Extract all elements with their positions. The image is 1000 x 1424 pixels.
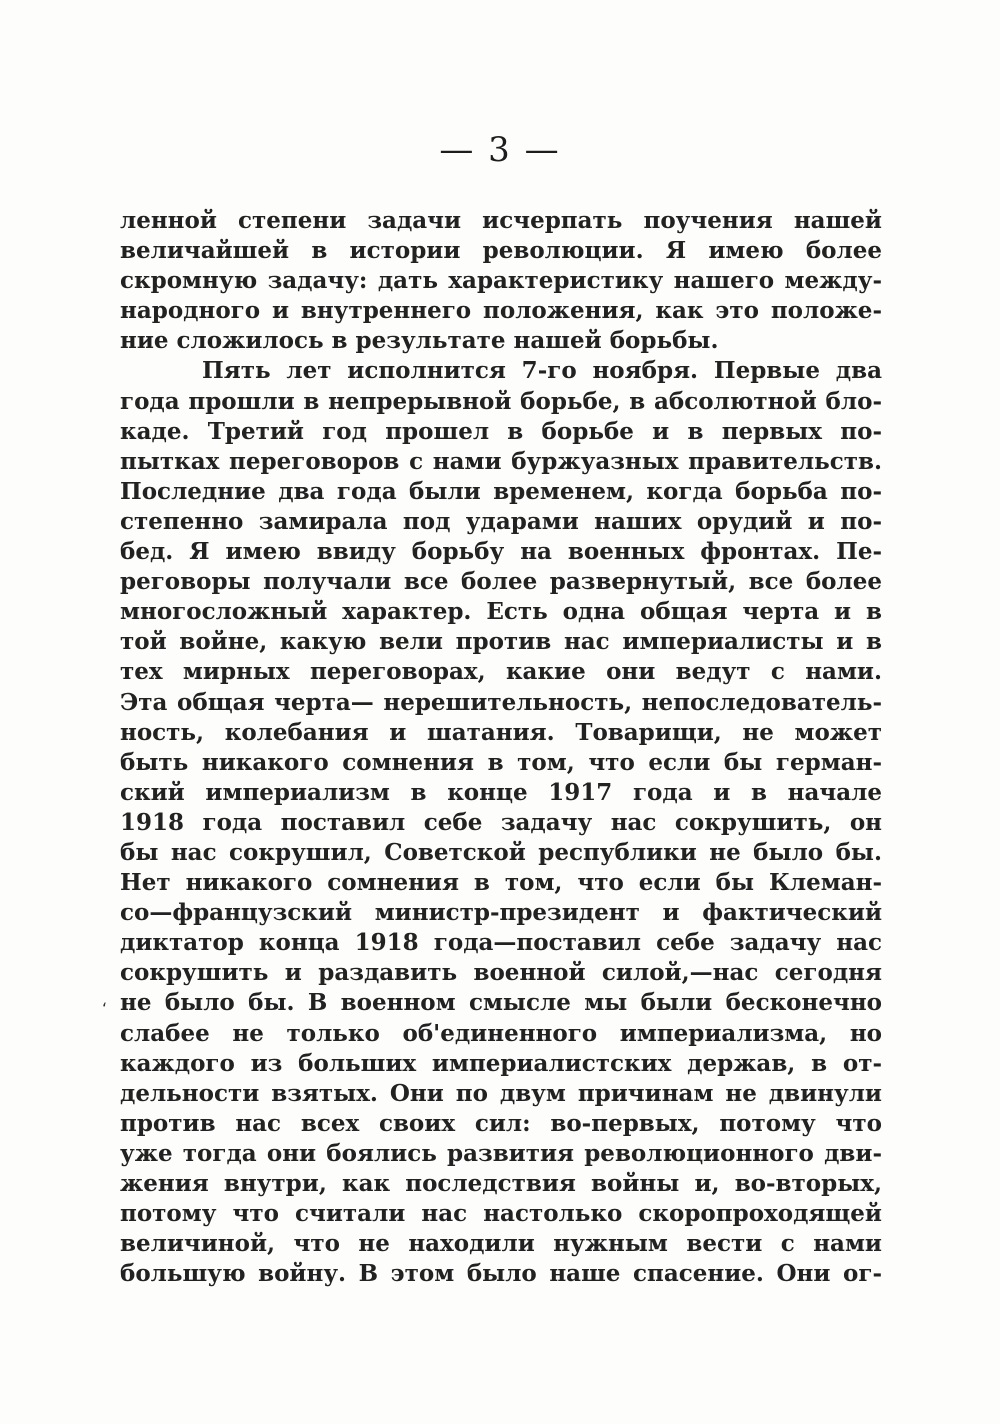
- text-line: каде. Третий год прошел в борьбе и в первых по-: [120, 417, 882, 445]
- text-line: жения внутри, как последствия войны и, во-вторых,: [120, 1170, 882, 1197]
- text-line: сокрушить и раздавить военной силой,—нас сегодня: [120, 959, 882, 987]
- text-line: Пять лет исполнится 7-го ноября. Первые два: [202, 357, 882, 385]
- text-line: реговоры получали все более развернутый, все более: [120, 568, 882, 596]
- text-line: года прошли в непрерывной борьбе, в абсолютной бло-: [120, 387, 882, 415]
- text-line: ность, колебания и шатания. Товарищи, не может: [120, 718, 882, 746]
- text-line: 1918 года поставил себе задачу нас сокрушить, он: [120, 808, 882, 836]
- text-line: слабее не только об'единенного империализма, но: [120, 1019, 882, 1047]
- text-line: многосложный характер. Есть одна общая черта и в: [120, 598, 882, 626]
- body-text: [120, 206, 882, 1289]
- text-line: той войне, какую вели против нас империалисты и в: [120, 628, 882, 656]
- page-number: — 3 —: [439, 130, 561, 170]
- text-line: величиной, что не находили нужным вести с нами: [120, 1230, 882, 1258]
- text-line: каждого из больших империалистских держав, в от-: [120, 1049, 882, 1077]
- text-line: Эта общая черта— нерешительность, непоследователь-: [120, 688, 882, 716]
- text-line: против нас всех своих сил: во-первых, потому что: [120, 1109, 882, 1137]
- text-line: ние сложилось в результате нашей борьбы.: [120, 327, 719, 355]
- text-line: ленной степени задачи исчерпать поучения нашей: [120, 207, 882, 234]
- text-line: уже тогда они боялись развития революционного дви-: [120, 1139, 882, 1167]
- text-line: диктатор конца 1918 года—поставил себе задачу нас: [120, 929, 882, 957]
- text-line: быть никакого сомнения в том, что если бы герман-: [120, 748, 882, 776]
- text-line: величайшей в истории революции. Я имею более: [120, 237, 882, 265]
- text-line: народного и внутреннего положения, как это положе-: [120, 297, 882, 325]
- text-line: бед. Я имею ввиду борьбу на военных фронтах. Пе-: [120, 538, 882, 566]
- text-line: ский империализм в конце 1917 года и в начале: [120, 778, 882, 806]
- text-line: потому что считали нас настолько скоропроходящей: [120, 1200, 882, 1228]
- text-line: Нет никакого сомнения в том, что если бы Клеман-: [120, 869, 882, 897]
- margin-mark: ‘: [102, 999, 108, 1018]
- text-line: степенно замирала под ударами наших орудий и по-: [120, 507, 882, 535]
- text-line: бы нас сокрушил, Советской республики не было бы.: [120, 838, 882, 866]
- text-line: не было бы. В военном смысле мы были бесконечно: [120, 989, 882, 1017]
- text-line: большую войну. В этом было наше спасение. Они ог-: [120, 1260, 882, 1288]
- text-line: дельности взятых. Они по двум причинам не двинули: [120, 1079, 882, 1107]
- text-line: со—французский министр-президент и фактический: [120, 899, 882, 927]
- text-line: тех мирных переговорах, какие они ведут с нами.: [120, 658, 882, 686]
- text-line: Последние два года были временем, когда борьба по-: [120, 477, 882, 505]
- text-line: пытках переговоров с нами буржуазных правительств.: [120, 447, 882, 475]
- text-line: скромную задачу: дать характеристику нашего между-: [120, 267, 882, 295]
